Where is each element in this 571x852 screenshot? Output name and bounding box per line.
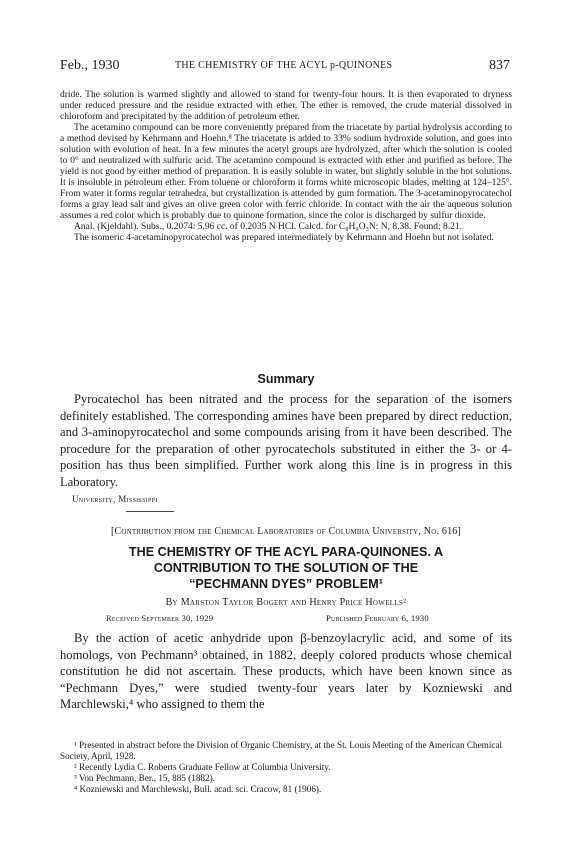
section-divider: [126, 511, 174, 512]
title-line: THE CHEMISTRY OF THE ACYL PARA-QUINONES. A: [128, 545, 444, 559]
title-line: CONTRIBUTION TO THE SOLUTION OF THE: [153, 561, 419, 575]
paragraph-acetamino: The acetamino compound can be more conveniently prepared from the triacetate by partial hydrolysis according to a method devised by Kehrmann and Hoehn.⁸ The triacetate is added to 33% sodium hydroxide solution, and goes into solution with evolution of heat. In a few minutes the acetyl groups are hydrolyzed, after which the solution is cooled to 0° and neutralized with sulfuric acid. The acetamino compound is extracted with ether and purified as before. The yield is not good by either method of preparation. It is easily soluble in water, but slightly soluble in the hot solutions. It is insoluble in petroleum ether. From toluene or chloroform it forms white microscopic blades, melting at 124–125°. From water it forms regular tetrahedra, but crystallization is attended by gum formation. The 3-acetaminopyrocatechol forms a gray lead salt and gives an olive green color with ferric chloride. In contact with the air the aqueous solution assumes a red color which is probably due to quinone formation, since the color is discharged by sulfur dioxide.: [60, 123, 512, 221]
footnotes: [60, 740, 512, 795]
summary-body: [60, 391, 512, 491]
summary-heading: Summary: [257, 372, 315, 386]
footnote: ⁴ Kozniewski and Marchlewski, Bull. acad. sci. Cracow, 81 (1906).: [74, 784, 322, 794]
received-date: Received September 30, 1929: [106, 613, 214, 623]
paragraph-analysis: Anal. (Kjeldahl). Subs., 0.2074: 5.96 cc. of 0.2035 N HCl. Calcd. for C₈H₉O₃N: N, 8.38. Found: 8.21.: [74, 222, 463, 232]
paragraph-continuation: dride. The solution is warmed slightly and allowed to stand for twenty-four hours. It is then evaporated to dryness under reduced pressure and the residue extracted with ether. The ether is removed, the crude material dissolved in chloroform and precipitated by the addition of petroleum ether.: [60, 90, 512, 122]
article-title: [60, 544, 512, 592]
summary-paragraph: Pyrocatechol has been nitrated and the process for the separation of the isomers definitely established. The corresponding amines have been prepared by direct reduction, and 3-aminopyrocatechol and some compounds arising from it have been described. The procedure for the preparation of other pyrocatechols substituted in either the 3- or 4-position has thus been simplified. Further work along this line is in progress in this Laboratory.: [60, 392, 512, 489]
affiliation: University, Mississippi: [72, 494, 158, 504]
header-date: Feb., 1930: [60, 58, 120, 73]
published-date: Published February 6, 1930: [326, 613, 429, 623]
paragraph-isomeric: The isomeric 4-acetaminopyrocatechol was prepared intermediately by Kehrmann and Hoehn but not isolated.: [74, 233, 494, 243]
page-number: 837: [489, 58, 510, 73]
footnote: ¹ Presented in abstract before the Division of Organic Chemistry, at the St. Louis Meeting of the American Chemical Society, April, 1928.: [60, 740, 503, 761]
running-title: THE CHEMISTRY OF THE ACYL p-QUINONES: [175, 60, 393, 71]
page-header: [60, 58, 510, 76]
author-line: By Marston Taylor Bogert and Henry Price Howells²: [165, 597, 407, 608]
title-line: “PECHMANN DYES” PROBLEM¹: [189, 577, 383, 591]
article-body: [60, 630, 512, 713]
body-paragraph: By the action of acetic anhydride upon β-benzoylacrylic acid, and some of its homologs, von Pechmann³ obtained, in 1882, deeply colored products whose chemical constitution he did not ascertain. These products, which have been known since as “Pechmann Dyes,” were studied twenty-four years later by Kozniewski and Marchlewski,⁴ who assigned to them the: [60, 631, 512, 712]
experimental-text: [60, 90, 512, 244]
contribution-line: [Contribution from the Chemical Laboratories of Columbia University, No. 616]: [111, 526, 461, 537]
footnote: ³ Von Pechmann, Ber., 15, 885 (1882).: [74, 773, 215, 783]
footnote: ² Recently Lydia C. Roberts Graduate Fellow at Columbia University.: [74, 762, 331, 772]
